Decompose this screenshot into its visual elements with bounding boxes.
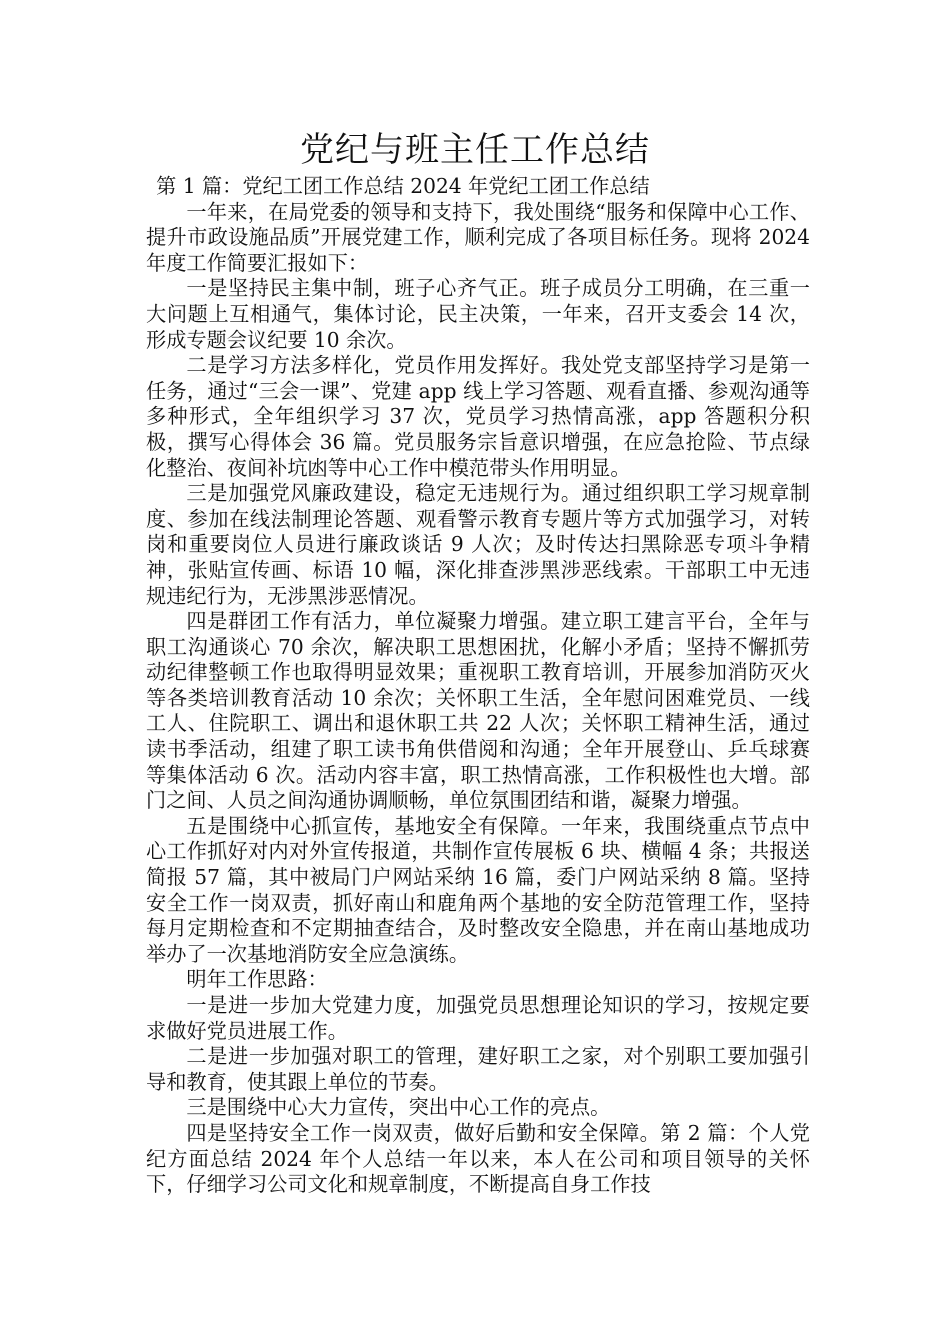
paragraph-point-3: 三是加强党风廉政建设，稳定无违规行为。通过组织职工学习规章制度、参加在线法制理论答题、观看警示教育专题片等方式加强学习，对转岗和重要岗位人员进行廉政谈话 9 人次；及时传达扫黑除恶专项斗争精神，张贴宣传画、标语 10 幅，深化排查涉黑涉恶线索。干部职工中无违规违纪行为，无涉黑涉恶情况。 — [146, 481, 810, 608]
paragraph-point-5: 五是围绕中心抓宣传，基地安全有保障。一年来，我围绕重点节点中心工作抓好对内对外宣传报道，共制作宣传展板 6 块、横幅 4 条；共报送简报 57 篇，其中被局门户网站采纳 16 篇，委门户网站采纳 8 篇。坚持安全工作一岗双责，抓好南山和鹿角两个基地的安全防范管理工作，坚持每月定期检查和不定期抽查结合，及时整改安全隐患，并在南山基地成功举办了一次基地消防安全应急演练。 — [146, 813, 810, 966]
document-title: 党纪与班主任工作总结 — [300, 130, 650, 170]
paragraph-point-4: 四是群团工作有活力，单位凝聚力增强。建立职工建言平台，全年与职工沟通谈心 70 余次，解决职工思想困扰，化解小矛盾；坚持不懈抓劳动纪律整顿工作也取得明显效果；重视职工教育培训，开展参加消防灭火等各类培训教育活动 10 余次；关怀职工生活，全年慰问困难党员、一线工人、住院职工、调出和退休职工共 22 人次；关怀职工精神生活，通过读书季活动，组建了职工读书角供借阅和沟通；全年开展登山、乒乓球赛等集体活动 6 次。活动内容丰富，职工热情高涨，工作积极性也大增。部门之间、人员之间沟通协调顺畅，单位氛围团结和谐，凝聚力增强。 — [146, 609, 810, 813]
paragraph-point-1: 一是坚持民主集中制，班子心齐气正。班子成员分工明确，在三重一大问题上互相通气，集体讨论，民主决策，一年来，召开支委会 14 次，形成专题会议纪要 10 余次。 — [146, 276, 810, 352]
paragraph-plan-2: 二是进一步加强对职工的管理，建好职工之家，对个别职工要加强引导和教育，使其跟上单位的节奏。 — [146, 1044, 810, 1094]
paragraph-plan-4: 四是坚持安全工作一岗双责，做好后勤和安全保障。第 2 篇：个人党纪方面总结 2024 年个人总结一年以来，本人在公司和项目领导的关怀下，仔细学习公司文化和规章制度，不断提高自身工作技 — [146, 1120, 810, 1197]
paragraph-next-year-heading: 明年工作思路： — [186, 967, 328, 992]
document-body — [146, 174, 810, 1198]
section-heading: 第 1 篇：党纪工团工作总结 2024 年党纪工团工作总结 — [156, 174, 650, 198]
paragraph-intro: 一年来，在局党委的领导和支持下，我处围绕“服务和保障中心工作、提升市政设施品质”开展党建工作，顺利完成了各项目标任务。现将 2024 年度工作简要汇报如下： — [146, 199, 810, 275]
paragraph-point-2: 二是学习方法多样化，党员作用发挥好。我处党支部坚持学习是第一任务，通过“三会一课”、党建 app 线上学习答题、观看直播、参观沟通等多种形式，全年组织学习 37 次，党员学习热情高涨，app 答题积分积极，撰写心得体会 36 篇。党员服务宗旨意识增强，在应急抢险、节点绿化整治、夜间补坑凼等中心工作中模范带头作用明显。 — [146, 353, 810, 480]
paragraph-plan-3: 三是围绕中心大力宣传，突出中心工作的亮点。 — [186, 1095, 611, 1120]
paragraph-plan-1: 一是进一步加大党建力度，加强党员思想理论知识的学习，按规定要求做好党员进展工作。 — [146, 993, 810, 1043]
